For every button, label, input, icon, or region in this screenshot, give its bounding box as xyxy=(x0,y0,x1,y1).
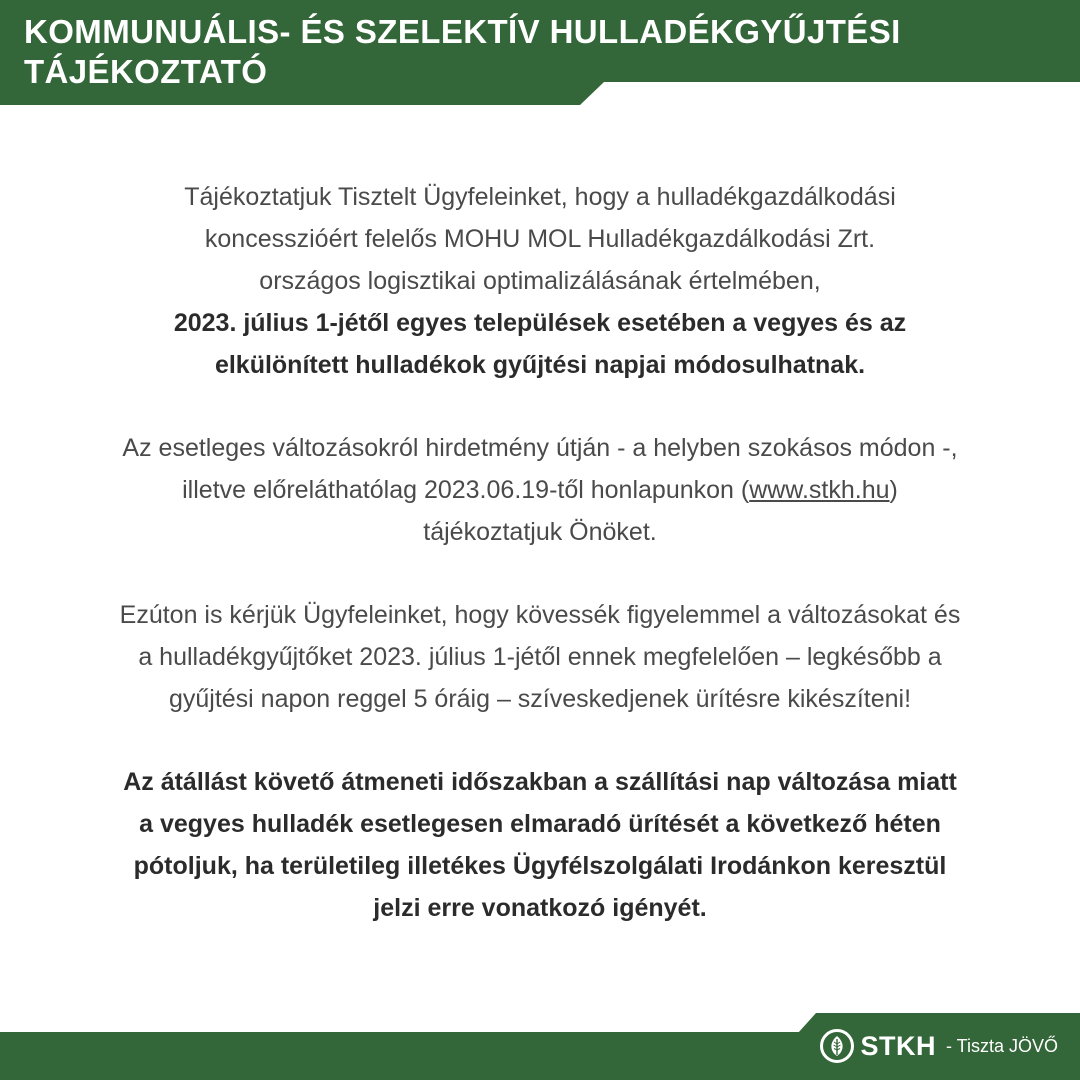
intro-line-3: országos logisztikai optimalizálásának értelmében, xyxy=(259,267,821,295)
paragraph-announcement xyxy=(40,427,1040,553)
transition-line-1: Az átállást követő átmeneti időszakban a szállítási nap változása miatt xyxy=(123,768,957,796)
announcement-line-2-post: ) xyxy=(889,476,898,504)
stkh-logo xyxy=(820,1025,1058,1067)
transition-line-4: jelzi erre vonatkozó igényét. xyxy=(373,894,707,922)
intro-line-2: koncesszióért felelős MOHU MOL Hulladékgazdálkodási Zrt. xyxy=(204,225,876,253)
website-link[interactable]: www.stkh.hu xyxy=(749,476,890,504)
paragraph-intro xyxy=(40,176,1040,386)
intro-bold-line-1: 2023. július 1-jétől egyes települések esetében a vegyes és az xyxy=(173,309,907,337)
request-line-2: a hulladékgyűjtőket 2023. július 1-jétől ennek megfelelően – legkésőbb a xyxy=(138,643,942,671)
title-line-1: KOMMUNUÁLIS- ÉS SZELEKTÍV HULLADÉKGYŰJTÉSI xyxy=(24,13,901,50)
paragraph-transition xyxy=(40,761,1040,929)
page-title xyxy=(24,12,1064,92)
intro-bold-line-2: elkülönített hulladékok gyűjtési napjai módosulhatnak. xyxy=(214,351,866,379)
notice-body xyxy=(40,176,1040,970)
logo-name: STKH xyxy=(860,1030,936,1061)
request-line-1: Ezúton is kérjük Ügyfeleinket, hogy kövessék figyelemmel a változásokat és xyxy=(119,601,961,629)
announcement-line-1: Az esetleges változásokról hirdetmény útján - a helyben szokásos módon -, xyxy=(122,434,958,462)
transition-line-2: a vegyes hulladék esetlegesen elmaradó ürítését a következő héten xyxy=(139,810,941,838)
intro-line-1: Tájékoztatjuk Tisztelt Ügyfeleinket, hogy a hulladékgazdálkodási xyxy=(184,183,896,211)
announcement-line-2-pre: illetve előreláthatólag 2023.06.19-től honlapunkon ( xyxy=(182,476,750,504)
logo-tagline: - Tiszta JÖVŐ xyxy=(945,1035,1058,1056)
transition-line-3: pótoljuk, ha területileg illetékes Ügyfélszolgálati Irodánkon keresztül xyxy=(133,852,947,880)
request-line-3: gyűjtési napon reggel 5 óráig – szíveskedjenek ürítésre kikészíteni! xyxy=(168,685,912,713)
leaf-icon xyxy=(820,1029,854,1063)
title-line-2: TÁJÉKOZTATÓ xyxy=(24,53,268,90)
paragraph-request xyxy=(40,594,1040,720)
announcement-line-3: tájékoztatjuk Önöket. xyxy=(423,518,657,546)
